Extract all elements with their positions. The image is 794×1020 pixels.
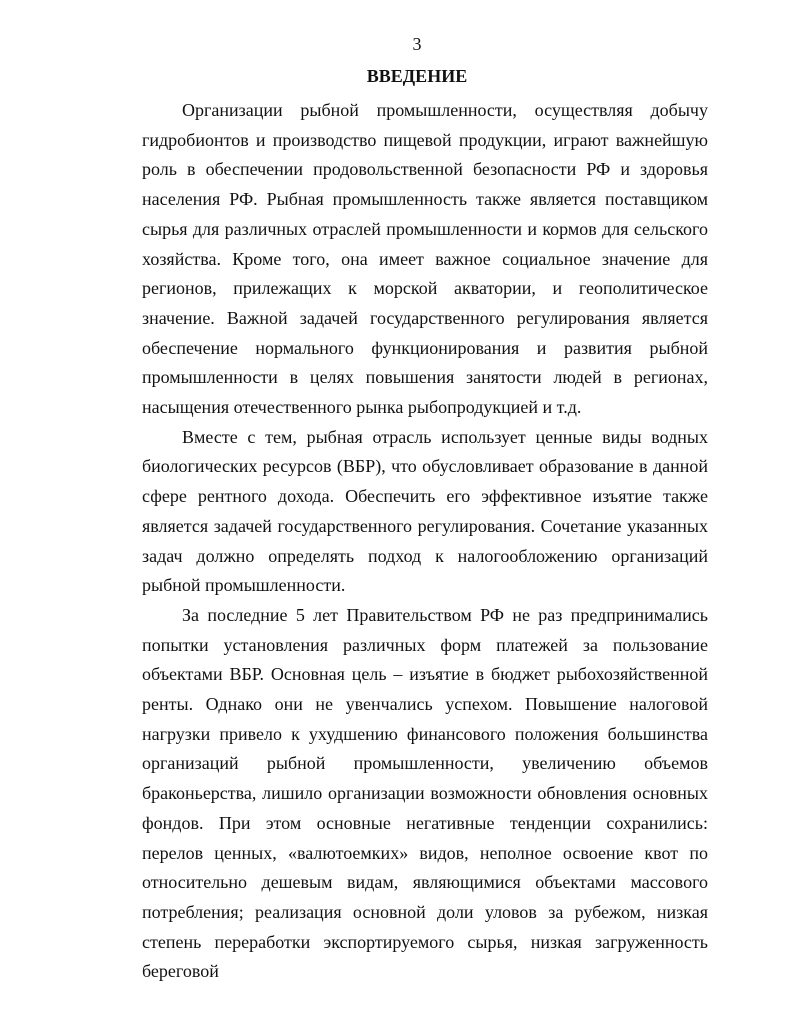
page-title: ВВЕДЕНИЕ	[366, 66, 468, 86]
paragraph-1: Организации рыбной промышленности, осуществляя добычу гидробионтов и производство пищевой продукции, играют важнейшую роль в обеспечении продовольственной безопасности РФ и здоровья населения РФ. Рыбная промышленность также является поставщиком сырья для различных отраслей промышленности и кормов для сельского хозяйства. Кроме того, она имеет важное социальное значение для регионов, прилежащих к морской акватории, и геополитическое значение. Важной задачей государственного регулирования является обеспечение нормального функционирования и развития рыбной промышленности в целях повышения занятости людей в регионах, насыщения отечественного рынка рыбопродукцией и т.д.	[142, 100, 708, 418]
body-text	[142, 96, 708, 987]
page-number: 3	[412, 34, 422, 54]
paragraph-2: Вместе с тем, рыбная отрасль использует ценные виды водных биологических ресурсов (ВБР), что обусловливает образование в данной сфере рентного дохода. Обеспечить его эффективное изъятие также является задачей государственного регулирования. Сочетание указанных задач должно определять подход к налогообложению организаций рыбной промышленности.	[142, 426, 708, 596]
paragraph-3: За последние 5 лет Правительством РФ не раз предпринимались попытки установления различных форм платежей за пользование объектами ВБР. Основная цель – изъятие в бюджет рыбохозяйственной ренты. Однако они не увенчались успехом. Повышение налоговой нагрузки привело к ухудшению финансового положения большинства организаций рыбной промышленности, увеличению объемов браконьерства, лишило организации возможности обновления основных фондов. При этом основные негативные тенденции сохранились: перелов ценных, «валютоемких» видов, неполное освоение квот по относительно дешевым видам, являющимися объектами массового потребления; реализация основной доли уловов за рубежом, низкая степень переработки экспортируемого сырья, низкая загруженность береговой	[142, 604, 708, 982]
